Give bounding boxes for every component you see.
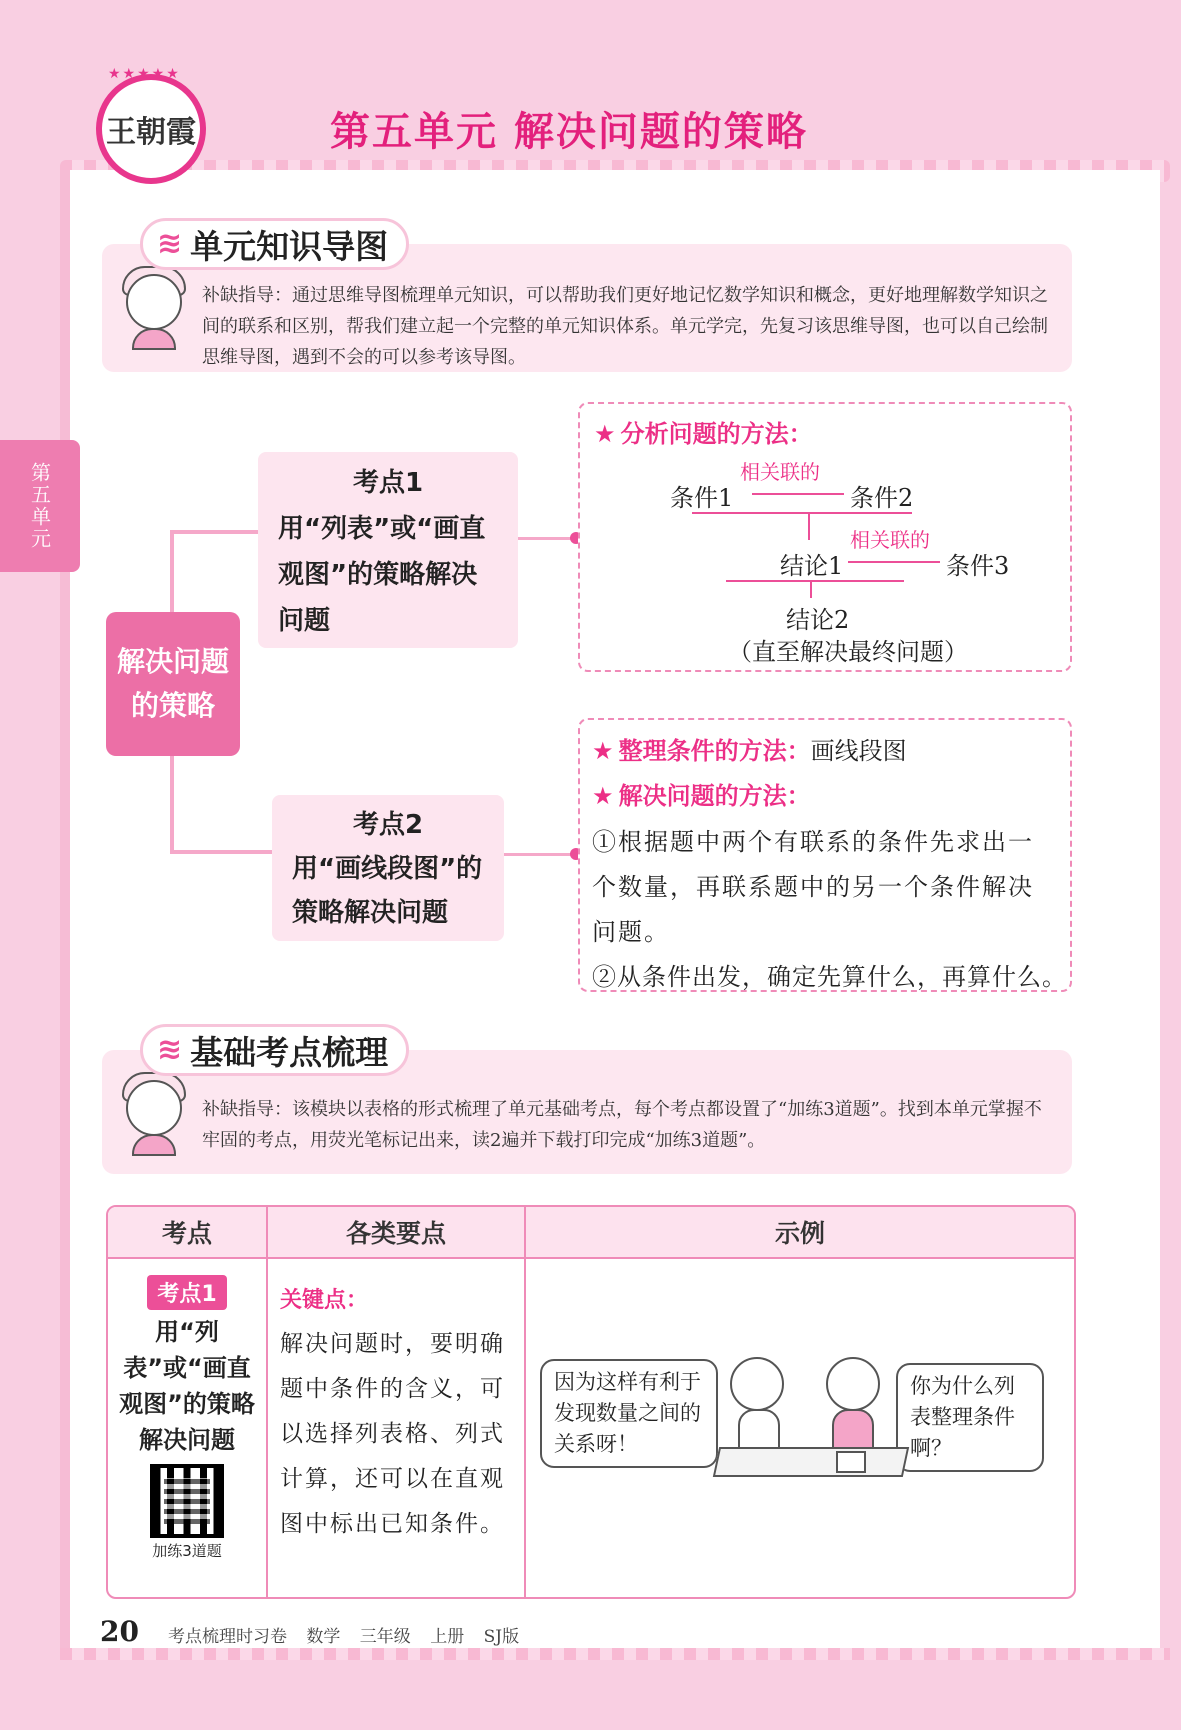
solve-method-box <box>578 718 1072 992</box>
qr-code-icon[interactable] <box>150 1464 224 1538</box>
final-problem-note: （直至解决最终问题） <box>728 638 968 666</box>
table-header-row <box>108 1207 1074 1259</box>
double-arrow-1 <box>752 493 844 495</box>
footer-text: 考点梳理时习卷 数学 三年级 上册 SJ版 <box>168 1627 520 1647</box>
analysis-title: 分析问题的方法： <box>620 420 813 448</box>
bottom-wave-border <box>60 1648 1170 1660</box>
kp-cell <box>108 1259 268 1599</box>
section2-tip-text: 补缺指导：该模块以表格的形式梳理了单元基础考点，每个考点都设置了“加练3道题”。找到本单元掌握不牢固的考点，用荧光笔标记出来，读2遍并下载打印完成“加练3道题”。 <box>202 1099 1042 1151</box>
analysis-method-box <box>578 402 1072 672</box>
wave-icon: ≋ <box>157 1032 183 1067</box>
boy-avatar-icon <box>120 1072 188 1156</box>
section2-header <box>140 1024 409 1076</box>
kp1-title: 考点1 <box>352 468 424 498</box>
star-icon: ★ <box>592 737 614 765</box>
chapter-title: 第五单元 解决问题的策略 <box>330 109 808 155</box>
mindmap-center-node: 解决问题的策略 <box>106 612 240 756</box>
star-icon: ★ <box>594 420 616 448</box>
key-title: 关键点： <box>280 1288 369 1313</box>
section1-title: 单元知识导图 <box>190 226 389 266</box>
bracket-line <box>692 512 912 514</box>
logo-text: 王朝霞 <box>106 115 196 150</box>
side-chapter-tab: 第五单元 <box>0 440 80 572</box>
bracket-line <box>726 580 904 582</box>
mindmap-kp1-node <box>258 452 518 648</box>
key-text: 解决问题时，要明确题中条件的含义，可以选择列表格、列式计算，还可以在直观图中标出已知条件。 <box>280 1331 505 1537</box>
condition-1: 条件1 <box>670 484 734 512</box>
solve-step-1: ①根据题中两个有联系的条件先求出一个数量，再联系题中的另一个条件解决问题。 <box>592 828 1034 946</box>
publisher-logo <box>96 66 206 184</box>
example-cell <box>526 1259 1074 1599</box>
kids-illustration <box>716 1351 906 1501</box>
knowledge-table <box>106 1205 1076 1599</box>
kp-cell-text: 用“列表”或“画直观图”的策略解决问题 <box>119 1318 255 1454</box>
condition-2: 条件2 <box>850 484 914 512</box>
organize-value: 画线段图 <box>810 737 907 765</box>
speech-bubble-left: 因为这样有利于发现数量之间的关系呀！ <box>540 1359 718 1468</box>
table-header-kp: 考点 <box>108 1207 268 1257</box>
kp2-title: 考点2 <box>352 810 424 840</box>
bracket-line <box>808 512 810 540</box>
kp1-text: 用“列表”或“画直观图”的策略解决问题 <box>278 514 486 636</box>
solve-step-2: ②从条件出发，确定先算什么，再算什么。 <box>592 963 1067 991</box>
points-cell <box>268 1259 526 1599</box>
bracket-line <box>810 580 812 598</box>
kp-badge: 考点1 <box>147 1275 226 1310</box>
section1-tip-text: 补缺指导：通过思维导图梳理单元知识，可以帮助我们更好地记忆数学知识和概念，更好地理解数学知识之间的联系和区别，帮我们建立起一个完整的单元知识体系。单元学完，先复习该思维导图，也可以自己绘制思维导图，遇到不会的可以参考该导图。 <box>202 285 1048 368</box>
organize-title: 整理条件的方法： <box>618 737 811 765</box>
related-label-1: 相关联的 <box>740 460 820 484</box>
star-icon: ★ <box>592 782 614 810</box>
page-number: 20 <box>100 1615 139 1648</box>
condition-3: 条件3 <box>946 552 1010 580</box>
section1-header <box>140 218 409 270</box>
conclusion-1: 结论1 <box>780 552 844 580</box>
related-label-2: 相关联的 <box>850 528 930 552</box>
conclusion-2: 结论2 <box>786 606 850 634</box>
table-header-points: 各类要点 <box>268 1207 526 1257</box>
table-header-example: 示例 <box>774 1219 825 1248</box>
qr-label: 加练3道题 <box>152 1542 222 1560</box>
wave-icon: ≋ <box>157 226 183 261</box>
connector-kp2-box2 <box>504 853 576 856</box>
mindmap-kp2-node <box>272 795 504 941</box>
logo-stars: ★★★★★ <box>108 66 181 82</box>
double-arrow-2 <box>848 561 940 563</box>
connector-kp1-box1 <box>516 537 576 540</box>
solve-title: 解决问题的方法： <box>618 782 811 810</box>
section2-title: 基础考点梳理 <box>190 1032 389 1072</box>
speech-bubble-right: 你为什么列表整理条件啊？ <box>896 1363 1044 1472</box>
connector-to-kp2 <box>170 850 272 854</box>
connector-to-kp1 <box>170 530 258 534</box>
table-row <box>108 1259 1074 1599</box>
girl-avatar-icon <box>120 266 188 350</box>
kp2-text: 用“画线段图”的策略解决问题 <box>292 854 483 928</box>
